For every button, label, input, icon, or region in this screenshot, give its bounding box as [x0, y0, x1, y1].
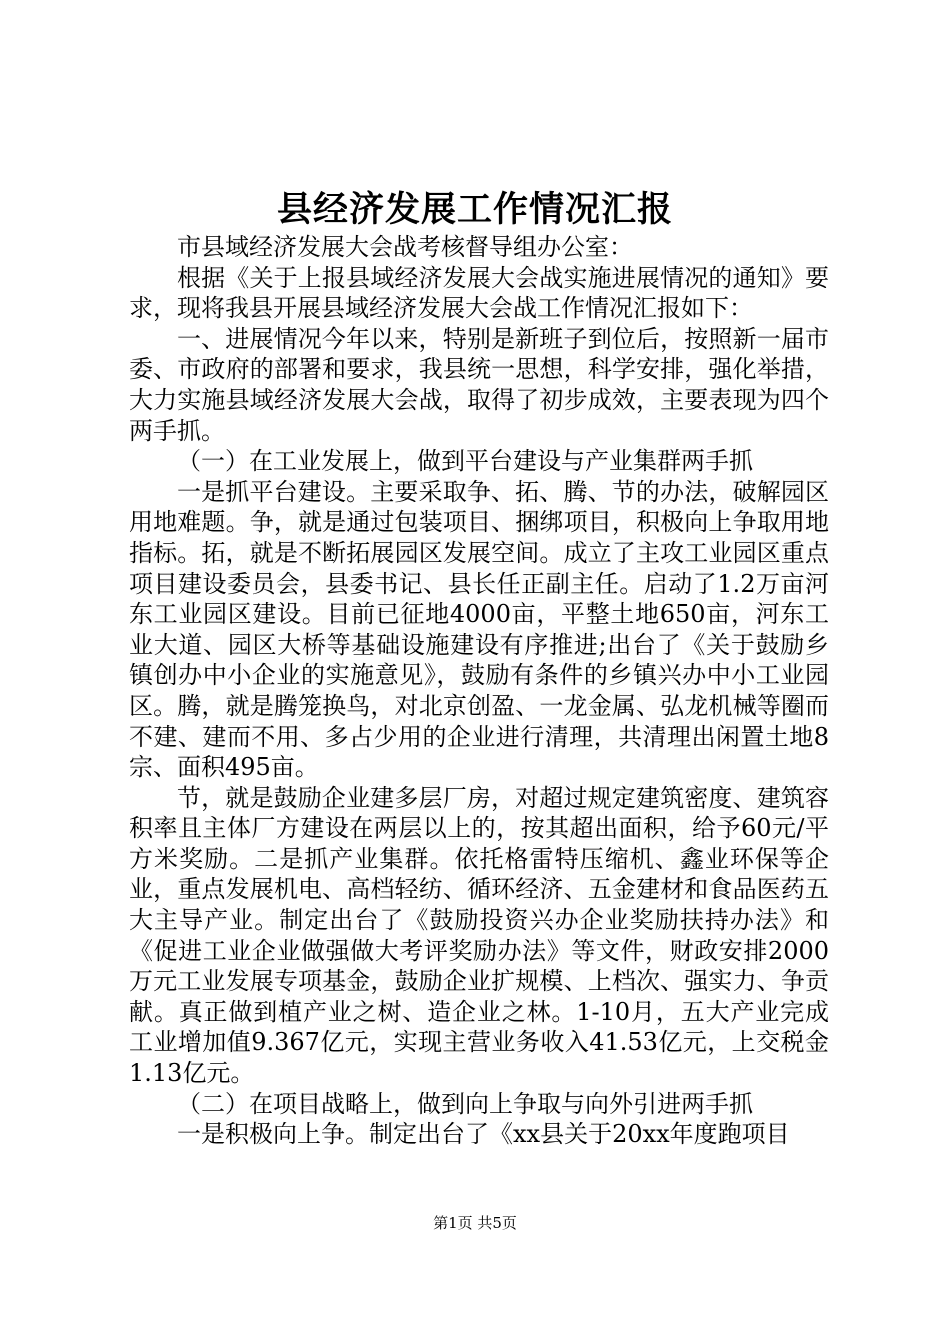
page-number-footer: 第1页 共5页	[433, 1214, 517, 1232]
body-paragraph: 节，就是鼓励企业建多层厂房，对超过规定建筑密度、建筑容积率且主体厂方建设在两层以上的，按其超出面积，给予60元/平方米奖励。二是抓产业集群。依托格雷特压缩机、鑫业环保等企业，重点发展机电、高档轻纺、循环经济、五金建材和食品医药五大主导产业。制定出台了《鼓励投资兴办企业奖励扶持办法》和《促进工业企业做强做大考评奖励办法》等文件，财政安排2000万元工业发展专项基金，鼓励企业扩规模、上档次、强实力、争贡献。真正做到植产业之树、造企业之林。1-10月，五大产业完成工业增加值9.367亿元，实现主营业务收入41.53亿元，上交税金1.13亿元。	[129, 783, 829, 1088]
body-paragraph: 一是抓平台建设。主要采取争、拓、腾、节的办法，破解园区用地难题。争，就是通过包装项目、捆绑项目，积极向上争取用地指标。拓，就是不断拓展园区发展空间。成立了主攻工业园区重点项目建设委员会，县委书记、县长任正副主任。启动了1.2万亩河东工业园区建设。目前已征地4000亩，平整土地650亩，河东工业大道、园区大桥等基础设施建设有序推进;出台了《关于鼓励乡镇创办中小企业的实施意见》，鼓励有条件的乡镇兴办中小工业园区。腾，就是腾笼换鸟，对北京创盈、一龙金属、弘龙机械等圈而不建、建而不用、多占少用的企业进行清理，共清理出闲置土地8宗、面积495亩。	[129, 477, 829, 782]
addressee-paragraph: 市县域经济发展大会战考核督导组办公室：	[177, 233, 633, 261]
document-body	[129, 232, 829, 1150]
body-paragraph: 一是积极向上争。制定出台了《xx县关于20xx年度跑项目	[177, 1120, 790, 1149]
section-heading: （一）在工业发展上，做到平台建设与产业集群两手抓	[177, 447, 753, 476]
body-paragraph: 一、进展情况今年以来，特别是新班子到位后，按照新一届市委、市政府的部署和要求，我县统一思想，科学安排，强化举措，大力实施县域经济发展大会战，取得了初步成效，主要表现为四个两手抓。	[129, 324, 829, 445]
document-title: 县经济发展工作情况汇报	[276, 189, 673, 230]
body-paragraph: 根据《关于上报县域经济发展大会战实施进展情况的通知》要求，现将我县开展县域经济发展大会战工作情况汇报如下：	[129, 263, 829, 323]
section-heading: （二）在项目战略上，做到向上争取与向外引进两手抓	[177, 1089, 753, 1118]
